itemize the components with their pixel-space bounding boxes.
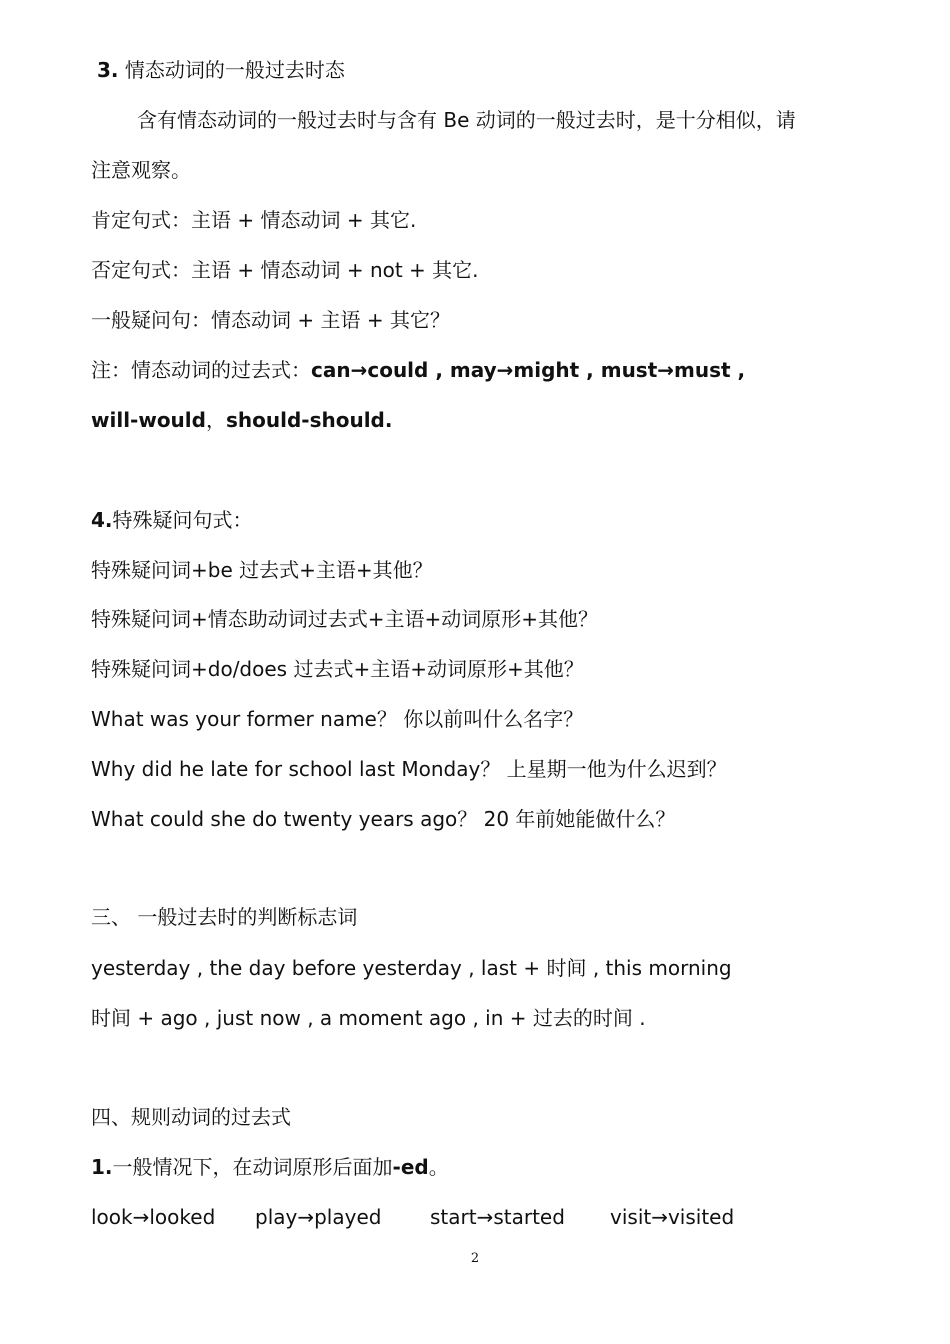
- rule1-suffix: -ed: [392, 1155, 429, 1179]
- past-forms-note: [91, 356, 745, 384]
- affirmative-pattern: 肯定句式：主语 + 情态动词 + 其它.: [91, 208, 417, 232]
- past-forms-note-cont: [91, 406, 392, 434]
- note-forms-sep: ，: [205, 408, 226, 432]
- rule1-text: 一般情况下，在动词原形后面加: [112, 1155, 393, 1179]
- note-forms-1: can→could , may→might , must→must ,: [311, 358, 746, 382]
- rule1-example-play: play→played: [255, 1205, 382, 1229]
- section3-heading-number: 3.: [97, 58, 119, 82]
- section3-intro-line1: 含有情态动词的一般过去时与含有 Be 动词的一般过去时，是十分相似，请: [137, 108, 796, 132]
- time-markers-line1: yesterday , the day before yesterday , last + 时间 , this morning: [91, 956, 732, 980]
- section3-heading-text: 情态动词的一般过去时态: [118, 58, 345, 82]
- section4-heading-number: 4.: [91, 508, 113, 532]
- section4-heading: [91, 506, 253, 534]
- time-markers-line2: 时间 + ago , just now , a moment ago , in + 过去的时间 .: [91, 1006, 646, 1030]
- question-pattern: 一般疑问句：情态动词 + 主语 + 其它？: [91, 308, 450, 332]
- section3-heading: [97, 56, 345, 84]
- section4-heading-text: 特殊疑问句式：: [112, 508, 253, 532]
- wh-example-1: What was your former name？ 你以前叫什么名字？: [91, 707, 584, 731]
- part4-heading: 四、规则动词的过去式: [91, 1105, 291, 1129]
- note-forms-should: should-should.: [225, 408, 393, 432]
- page-number: 2: [470, 1251, 480, 1266]
- wh-example-2: Why did he late for school last Monday？ 上星期一他为什么迟到？: [91, 757, 727, 781]
- rule1-example-visit: visit→visited: [610, 1205, 735, 1229]
- rule1-example-start: start→started: [430, 1205, 565, 1229]
- rule1-number: 1.: [91, 1155, 113, 1179]
- wh-pattern-modal: 特殊疑问词+情态助动词过去式+主语+动词原形+其他？: [91, 607, 599, 631]
- section3-intro-line2: 注意观察。: [91, 158, 191, 182]
- wh-pattern-do: 特殊疑问词+do/does 过去式+主语+动词原形+其他？: [91, 657, 584, 681]
- negative-pattern: 否定句式：主语 + 情态动词 + not + 其它.: [91, 258, 479, 282]
- wh-pattern-be: 特殊疑问词+be 过去式+主语+其他？: [91, 558, 433, 582]
- part3-heading: 三、 一般过去时的判断标志词: [91, 905, 358, 929]
- note-forms-will: will-would: [91, 408, 206, 432]
- note-prefix: 注：情态动词的过去式：: [91, 358, 311, 382]
- rule1-end: 。: [428, 1155, 449, 1179]
- wh-example-3: What could she do twenty years ago？ 20 年前她能做什么？: [91, 807, 676, 831]
- rule1-example-look: look→looked: [91, 1205, 216, 1229]
- rule1: [91, 1153, 449, 1181]
